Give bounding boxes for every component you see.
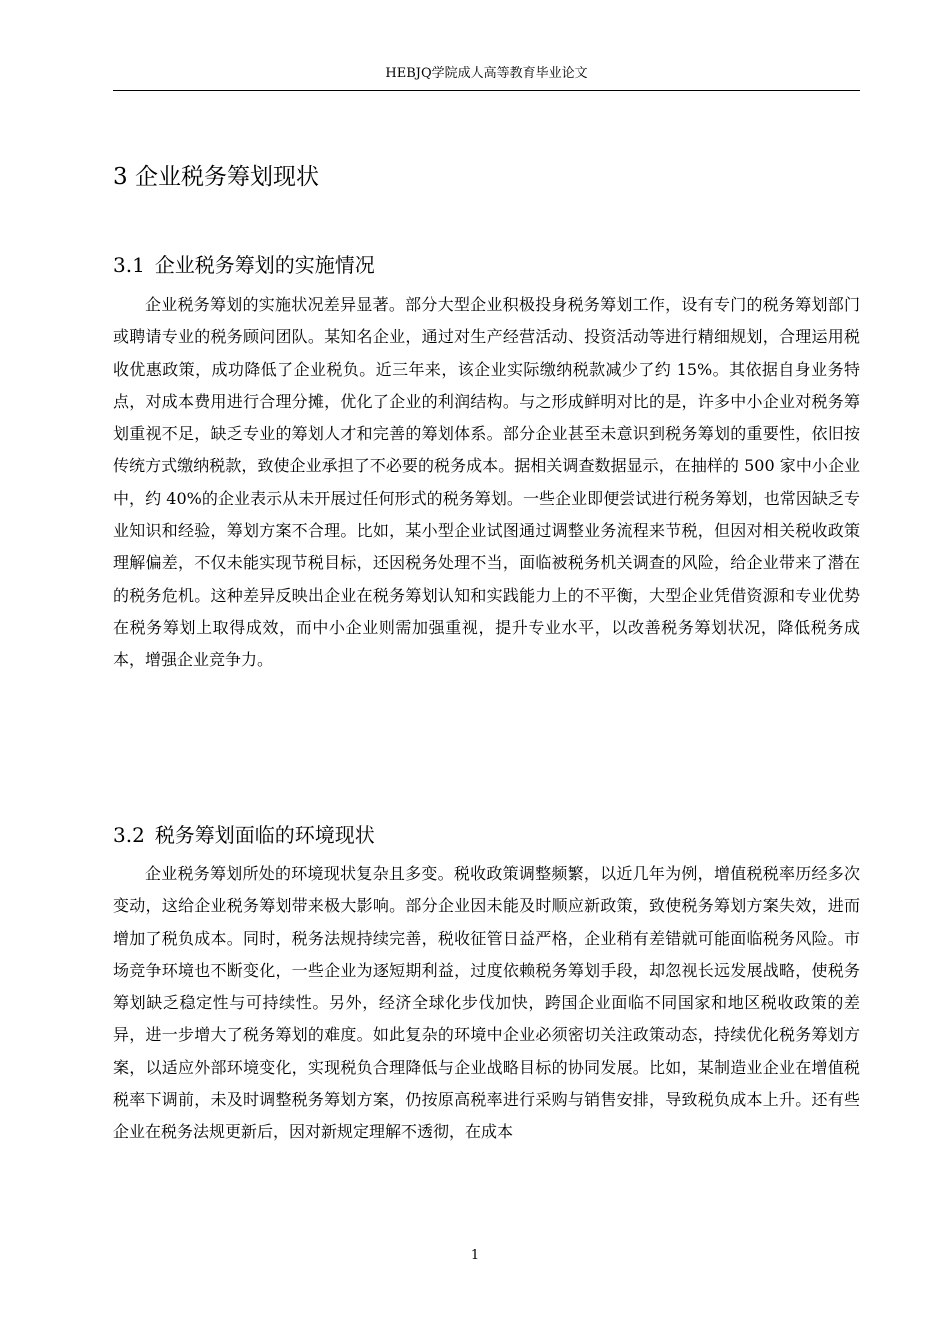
chapter-title: 3 企业税务筹划现状	[113, 164, 319, 190]
running-header	[113, 64, 860, 91]
section-number: 3.1	[113, 253, 145, 277]
section-3-1-heading	[113, 248, 853, 282]
section-title-text: 企业税务筹划的实施情况	[154, 253, 375, 277]
running-header-text: HEBJQ学院成人高等教育毕业论文	[385, 66, 588, 81]
section-3-2-heading	[113, 818, 853, 852]
section-title-text: 税务筹划面临的环境现状	[154, 823, 375, 847]
section-number: 3.2	[113, 823, 145, 847]
section-3-2-paragraph: 企业税务筹划所处的环境现状复杂且多变。税收政策调整频繁，以近几年为例，增值税税率历经多次变动，这给企业税务筹划带来极大影响。部分企业因未能及时顺应新政策，致使税务筹划方案失效，进而增加了税负成本。同时，税务法规持续完善，税收征管日益严格，企业稍有差错就可能面临税务风险。市场竞争环境也不断变化，一些企业为逐短期利益，过度依赖税务筹划手段，却忽视长远发展战略，使税务筹划缺乏稳定性与可持续性。另外，经济全球化步伐加快，跨国企业面临不同国家和地区税收政策的差异，进一步增大了税务筹划的难度。如此复杂的环境中企业必须密切关注政策动态，持续优化税务筹划方案，以适应外部环境变化，实现税负合理降低与企业战略目标的协同发展。比如，某制造业企业在增值税税率下调前，未及时调整税务筹划方案，仍按原高税率进行采购与销售安排，导致税负成本上升。还有些企业在税务法规更新后，因对新规定理解不透彻，在成本	[113, 864, 860, 1142]
page-number: 1	[470, 1248, 480, 1263]
section-3-1-paragraph: 企业税务筹划的实施状况差异显著。部分大型企业积极投身税务筹划工作，设有专门的税务筹划部门或聘请专业的税务顾问团队。某知名企业，通过对生产经营活动、投资活动等进行精细规划，合理运用税收优惠政策，成功降低了企业税负。近三年来，该企业实际缴纳税款减少了约 15%。其依据自身业务特点，对成本费用进行合理分摊，优化了企业的利润结构。与之形成鲜明对比的是，许多中小企业对税务筹划重视不足，缺乏专业的筹划人才和完善的筹划体系。部分企业甚至未意识到税务筹划的重要性，依旧按传统方式缴纳税款，致使企业承担了不必要的税务成本。据相关调查数据显示，在抽样的 500 家中小企业中，约 40%的企业表示从未开展过任何形式的税务筹划。一些企业即便尝试进行税务筹划，也常因缺乏专业知识和经验，筹划方案不合理。比如，某小型企业试图通过调整业务流程来节税，但因对相关税收政策理解偏差，不仅未能实现节税目标，还因税务处理不当，面临被税务机关调查的风险，给企业带来了潜在的税务危机。这种差异反映出企业在税务筹划认知和实践能力上的不平衡，大型企业凭借资源和专业优势在税务筹划上取得成效，而中小企业则需加强重视，提升专业水平，以改善税务筹划状况，降低税务成本，增强企业竞争力。	[113, 295, 860, 670]
